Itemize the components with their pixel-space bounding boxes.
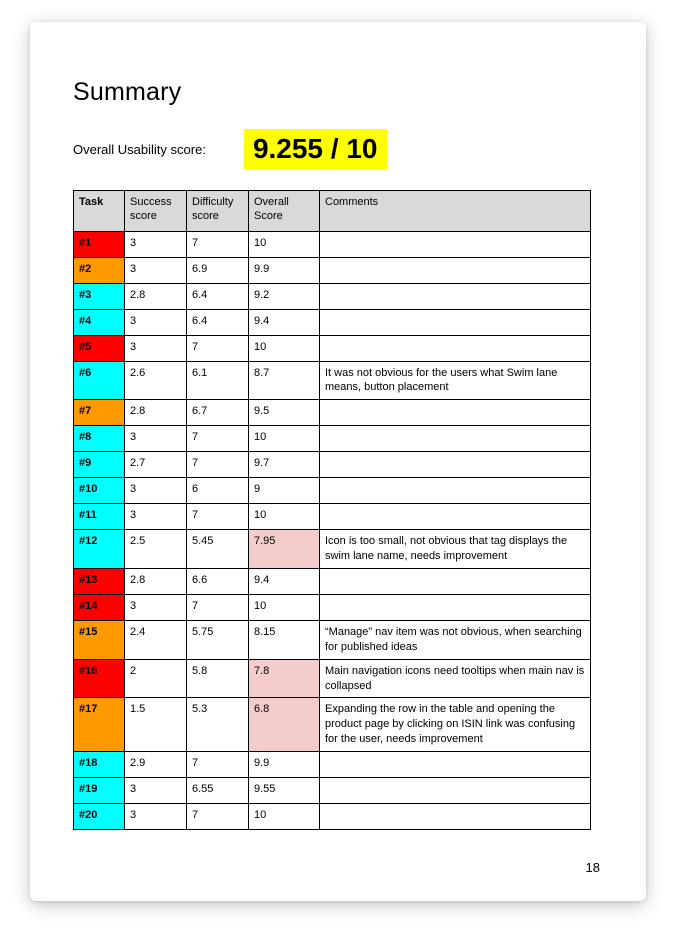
difficulty-score-cell: 6.4 (187, 309, 249, 335)
difficulty-score-cell: 6.7 (187, 400, 249, 426)
comment-cell (320, 594, 591, 620)
overall-score-cell: 9.9 (249, 257, 320, 283)
overall-score-label: Overall Usability score: (73, 141, 206, 157)
task-cell: #12 (74, 530, 125, 569)
success-score-cell: 2.9 (125, 751, 187, 777)
table-row (74, 231, 591, 257)
comment-cell: Main navigation icons need tooltips when main nav is collapsed (320, 659, 591, 698)
difficulty-score-cell: 5.8 (187, 659, 249, 698)
overall-score-cell: 10 (249, 594, 320, 620)
task-cell: #1 (74, 231, 125, 257)
document-page (30, 22, 646, 901)
overall-score-cell: 10 (249, 426, 320, 452)
difficulty-score-cell: 7 (187, 452, 249, 478)
header-comments: Comments (320, 190, 591, 231)
table-row (74, 400, 591, 426)
overall-score-cell: 8.7 (249, 361, 320, 400)
overall-score-cell: 9.7 (249, 452, 320, 478)
success-score-cell: 2 (125, 659, 187, 698)
overall-score-cell: 9 (249, 478, 320, 504)
success-score-cell: 3 (125, 594, 187, 620)
comment-cell: It was not obvious for the users what Swim lane means, button placement (320, 361, 591, 400)
task-cell: #17 (74, 698, 125, 752)
difficulty-score-cell: 7 (187, 751, 249, 777)
comment-cell (320, 231, 591, 257)
table-row (74, 568, 591, 594)
comment-cell: Expanding the row in the table and opening the product page by clicking on ISIN link was confusing for the user, needs improvement (320, 698, 591, 752)
header-row (74, 190, 591, 231)
success-score-cell: 2.6 (125, 361, 187, 400)
success-score-cell: 2.8 (125, 400, 187, 426)
overall-score-cell: 9.55 (249, 777, 320, 803)
overall-score-cell: 9.2 (249, 283, 320, 309)
task-cell: #9 (74, 452, 125, 478)
table-row (74, 309, 591, 335)
success-score-cell: 3 (125, 777, 187, 803)
task-cell: #20 (74, 803, 125, 829)
success-score-cell: 3 (125, 231, 187, 257)
difficulty-score-cell: 7 (187, 504, 249, 530)
table-row (74, 803, 591, 829)
table-row (74, 751, 591, 777)
comment-cell (320, 803, 591, 829)
task-cell: #5 (74, 335, 125, 361)
comment-cell (320, 335, 591, 361)
difficulty-score-cell: 5.3 (187, 698, 249, 752)
table-row (74, 698, 591, 752)
task-cell: #2 (74, 257, 125, 283)
success-score-cell: 2.7 (125, 452, 187, 478)
page-title: Summary (73, 78, 182, 106)
success-score-cell: 3 (125, 504, 187, 530)
table-row (74, 504, 591, 530)
overall-score-line (73, 129, 590, 170)
summary-table (73, 190, 591, 830)
table-row (74, 620, 591, 659)
task-cell: #8 (74, 426, 125, 452)
comment-cell (320, 777, 591, 803)
success-score-cell: 2.5 (125, 530, 187, 569)
success-score-cell: 2.8 (125, 568, 187, 594)
overall-score-cell: 10 (249, 803, 320, 829)
comment-cell: Icon is too small, not obvious that tag displays the swim lane name, needs improvement (320, 530, 591, 569)
task-cell: #18 (74, 751, 125, 777)
difficulty-score-cell: 6.4 (187, 283, 249, 309)
task-cell: #15 (74, 620, 125, 659)
difficulty-score-cell: 6.55 (187, 777, 249, 803)
task-cell: #14 (74, 594, 125, 620)
table-row (74, 659, 591, 698)
table-row (74, 426, 591, 452)
difficulty-score-cell: 7 (187, 335, 249, 361)
summary-table-header (74, 190, 591, 231)
overall-score-cell: 9.4 (249, 568, 320, 594)
comment-cell (320, 504, 591, 530)
table-row (74, 335, 591, 361)
comment-cell (320, 426, 591, 452)
task-cell: #10 (74, 478, 125, 504)
overall-score-cell: 10 (249, 231, 320, 257)
header-overall-score: Overall Score (249, 190, 320, 231)
page-number: 18 (585, 860, 600, 875)
task-cell: #6 (74, 361, 125, 400)
difficulty-score-cell: 6.6 (187, 568, 249, 594)
difficulty-score-cell: 6.9 (187, 257, 249, 283)
overall-score-cell: 8.15 (249, 620, 320, 659)
comment-cell (320, 452, 591, 478)
comment-cell (320, 283, 591, 309)
table-row (74, 361, 591, 400)
table-row (74, 530, 591, 569)
comment-cell (320, 257, 591, 283)
table-row (74, 478, 591, 504)
header-task: Task (74, 190, 125, 231)
summary-table-body (74, 231, 591, 829)
overall-score-value: 9.255 / 10 (244, 129, 387, 170)
difficulty-score-cell: 7 (187, 594, 249, 620)
task-cell: #7 (74, 400, 125, 426)
difficulty-score-cell: 7 (187, 803, 249, 829)
difficulty-score-cell: 5.45 (187, 530, 249, 569)
overall-score-cell: 7.8 (249, 659, 320, 698)
task-cell: #16 (74, 659, 125, 698)
comment-cell (320, 751, 591, 777)
difficulty-score-cell: 6.1 (187, 361, 249, 400)
success-score-cell: 3 (125, 426, 187, 452)
success-score-cell: 1.5 (125, 698, 187, 752)
overall-score-cell: 9.9 (249, 751, 320, 777)
comment-cell: “Manage” nav item was not obvious, when searching for published ideas (320, 620, 591, 659)
task-cell: #3 (74, 283, 125, 309)
task-cell: #13 (74, 568, 125, 594)
task-cell: #4 (74, 309, 125, 335)
success-score-cell: 3 (125, 478, 187, 504)
success-score-cell: 2.8 (125, 283, 187, 309)
comment-cell (320, 400, 591, 426)
success-score-cell: 3 (125, 309, 187, 335)
header-difficulty-score: Difficulty score (187, 190, 249, 231)
header-success-score: Success score (125, 190, 187, 231)
comment-cell (320, 568, 591, 594)
overall-score-cell: 6.8 (249, 698, 320, 752)
difficulty-score-cell: 5.75 (187, 620, 249, 659)
difficulty-score-cell: 6 (187, 478, 249, 504)
overall-score-cell: 9.5 (249, 400, 320, 426)
comment-cell (320, 309, 591, 335)
success-score-cell: 3 (125, 803, 187, 829)
overall-score-cell: 7.95 (249, 530, 320, 569)
table-row (74, 283, 591, 309)
table-row (74, 452, 591, 478)
success-score-cell: 3 (125, 257, 187, 283)
table-row (74, 777, 591, 803)
difficulty-score-cell: 7 (187, 231, 249, 257)
comment-cell (320, 478, 591, 504)
task-cell: #19 (74, 777, 125, 803)
table-row (74, 257, 591, 283)
difficulty-score-cell: 7 (187, 426, 249, 452)
overall-score-cell: 10 (249, 335, 320, 361)
overall-score-cell: 9.4 (249, 309, 320, 335)
task-cell: #11 (74, 504, 125, 530)
success-score-cell: 3 (125, 335, 187, 361)
table-row (74, 594, 591, 620)
success-score-cell: 2.4 (125, 620, 187, 659)
overall-score-cell: 10 (249, 504, 320, 530)
